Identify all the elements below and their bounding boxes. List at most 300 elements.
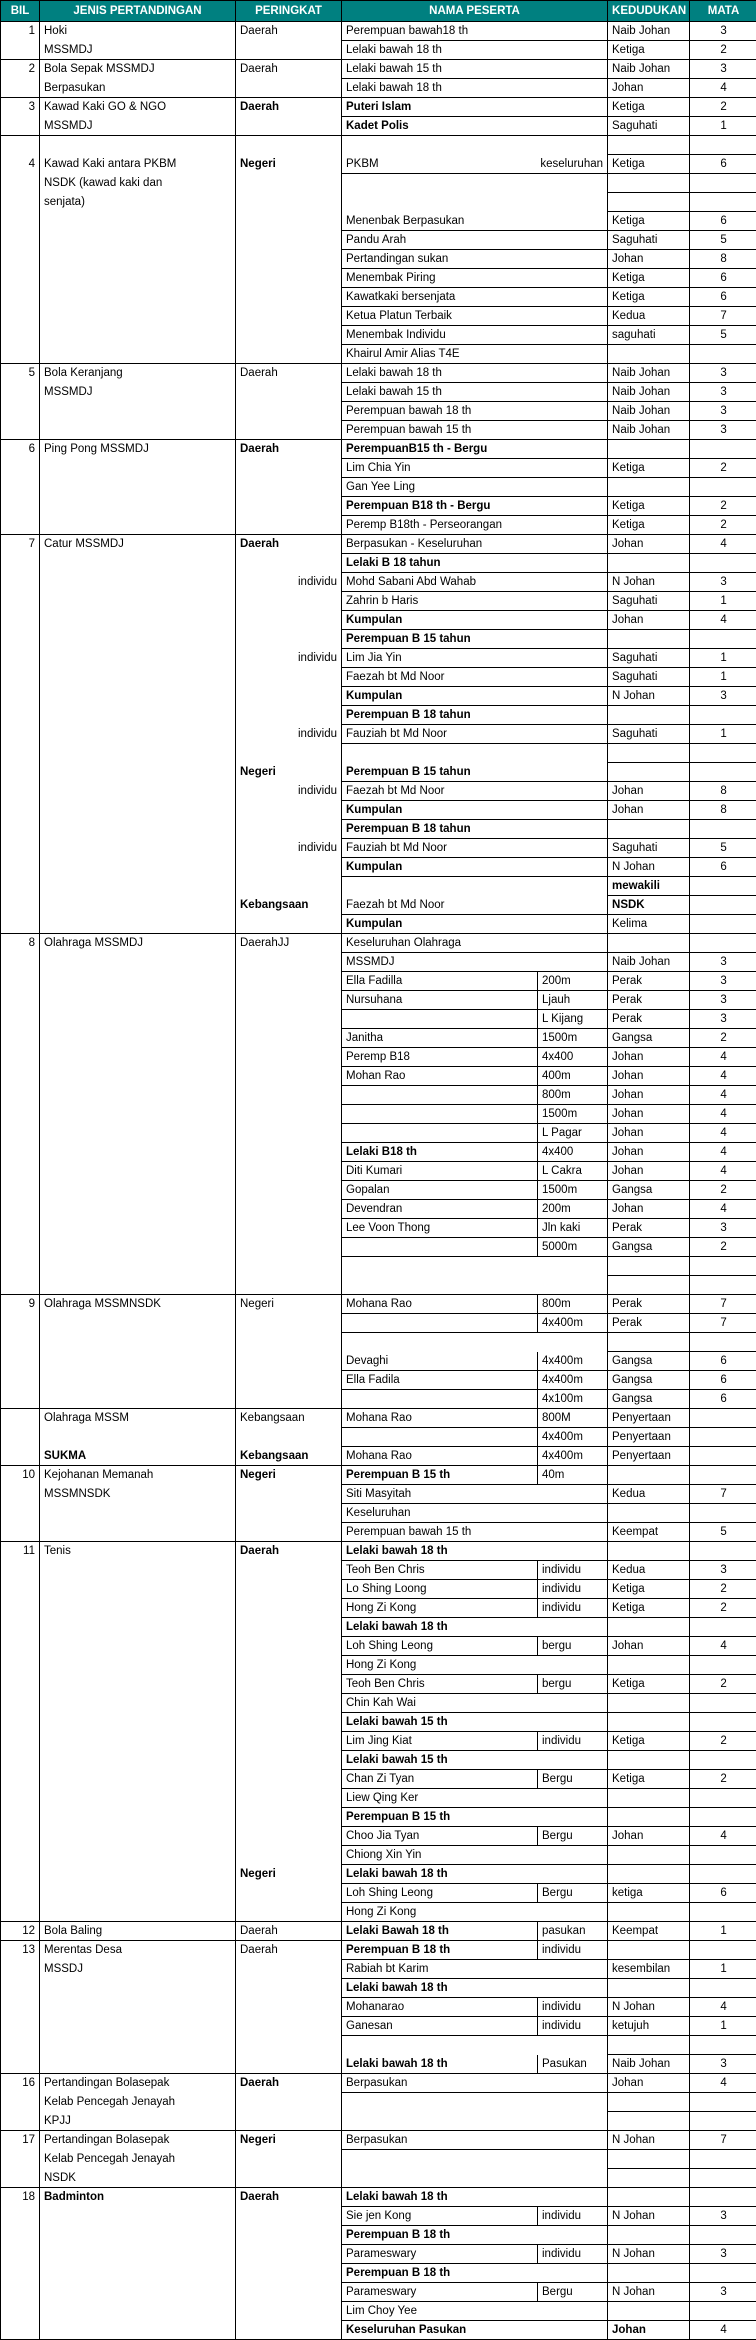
table-row (1, 2112, 756, 2131)
bil-cell (1, 1390, 40, 1409)
event-name-cell (40, 2283, 236, 2302)
position-cell: ketiga (608, 1884, 690, 1903)
event-detail-cell: 5000m (538, 1238, 608, 1257)
bil-cell (1, 250, 40, 269)
position-cell: Naib Johan (608, 402, 690, 421)
event-name-cell (40, 592, 236, 611)
bil-cell (1, 1770, 40, 1789)
event-detail-cell: 4x100m (538, 1390, 608, 1409)
level-cell (236, 1808, 342, 1827)
position-cell (608, 136, 690, 155)
event-name-cell: Catur MSSMDJ (40, 535, 236, 554)
bil-cell (1, 1808, 40, 1827)
level-cell (236, 1580, 342, 1599)
level-cell (236, 1200, 342, 1219)
event-name-cell (40, 1181, 236, 1200)
participant-cell: Lee Voon Thong (342, 1219, 538, 1238)
level-cell (236, 2321, 342, 2340)
level-cell (236, 1998, 342, 2017)
event-name-cell (40, 2207, 236, 2226)
event-name-cell (40, 288, 236, 307)
event-name-cell: MSSDJ (40, 1960, 236, 1979)
bil-cell (1, 326, 40, 345)
level-cell (236, 1010, 342, 1029)
bil-cell (1, 1086, 40, 1105)
points-cell: 4 (690, 1998, 756, 2017)
points-cell (690, 554, 756, 573)
event-name-cell (40, 1257, 236, 1276)
table-row (1, 1808, 756, 1827)
event-name-cell (40, 687, 236, 706)
level-cell (236, 1162, 342, 1181)
points-cell: 3 (690, 383, 756, 402)
event-detail-cell: 4x400 (538, 1143, 608, 1162)
participant-cell: Parameswary (342, 2245, 538, 2264)
bil-cell (1, 1447, 40, 1466)
points-cell: 2 (690, 497, 756, 516)
points-cell (690, 1941, 756, 1960)
position-cell: Perak (608, 1314, 690, 1333)
level-cell: Daerah (236, 440, 342, 459)
level-cell: Daerah (236, 2074, 342, 2093)
level-cell (236, 459, 342, 478)
position-cell: Gangsa (608, 1181, 690, 1200)
table-row (1, 1580, 756, 1599)
table-row (1, 1428, 756, 1447)
bil-cell (1, 592, 40, 611)
participant-cell: Lelaki Bawah 18 th (342, 1922, 538, 1941)
points-cell (690, 706, 756, 725)
event-detail-cell: 800M (538, 1409, 608, 1428)
event-name-cell (40, 497, 236, 516)
table-row (1, 1048, 756, 1067)
participant-cell: Perempuan B 15 th (342, 1466, 538, 1485)
bil-cell (1, 1314, 40, 1333)
position-cell (608, 1713, 690, 1732)
table-row (1, 1143, 756, 1162)
event-detail-cell: L Kijang (538, 1010, 608, 1029)
event-name-cell (40, 516, 236, 535)
event-name-cell (40, 2055, 236, 2074)
table-row (1, 478, 756, 497)
bil-cell (1, 1789, 40, 1808)
participant-cell: Lim Chia Yin (342, 459, 608, 478)
points-cell: 3 (690, 1010, 756, 1029)
participant-cell: Keseluruhan (342, 1504, 608, 1523)
event-name-cell (40, 630, 236, 649)
points-cell (690, 2036, 756, 2055)
position-cell: Ketiga (608, 41, 690, 60)
table-row (1, 668, 756, 687)
event-name-cell (40, 1694, 236, 1713)
points-cell: 3 (690, 22, 756, 41)
participant-cell: Lelaki bawah 15 th (342, 1713, 608, 1732)
bil-cell (1, 212, 40, 231)
participant-cell: Chan Zi Tyan (342, 1770, 538, 1789)
level-cell: DaerahJJ (236, 934, 342, 953)
event-name-cell: MSSMNSDK (40, 1485, 236, 1504)
event-detail-cell: 4x400m (538, 1314, 608, 1333)
points-cell: 1 (690, 725, 756, 744)
level-cell (236, 1086, 342, 1105)
participant-cell (342, 1124, 538, 1143)
bil-cell: 17 (1, 2131, 40, 2150)
level-cell (236, 2302, 342, 2321)
level-cell (236, 1694, 342, 1713)
bil-cell (1, 2017, 40, 2036)
points-cell: 3 (690, 2245, 756, 2264)
bil-cell (1, 1979, 40, 1998)
event-name-cell (40, 250, 236, 269)
level-cell (236, 1352, 342, 1371)
event-name-cell (40, 725, 236, 744)
table-row (1, 1922, 756, 1941)
participant-cell: Fauziah bt Md Noor (342, 839, 608, 858)
position-cell: Penyertaan (608, 1409, 690, 1428)
header-row (1, 1, 756, 22)
bil-cell: 16 (1, 2074, 40, 2093)
position-cell: saguhati (608, 326, 690, 345)
event-name-cell (40, 1656, 236, 1675)
level-cell (236, 383, 342, 402)
event-detail-cell: individu (538, 2207, 608, 2226)
participant-cell: Peremp B18 (342, 1048, 538, 1067)
level-cell (236, 497, 342, 516)
position-cell: Naib Johan (608, 383, 690, 402)
participant-cell: Lelaki bawah 18 th (342, 364, 608, 383)
participant-cell: Lelaki bawah 18 th (342, 1865, 608, 1884)
table-row (1, 136, 756, 155)
participant-cell: Sie jen Kong (342, 2207, 538, 2226)
event-name-cell (40, 1352, 236, 1371)
participant-cell: Perempuan B 15 th (342, 1808, 608, 1827)
participant-cell: Loh Shing Leong (342, 1637, 538, 1656)
table-row (1, 1314, 756, 1333)
participant-cell: Mohana Rao (342, 1447, 538, 1466)
event-name-cell (40, 1029, 236, 1048)
bil-cell (1, 1029, 40, 1048)
event-detail-cell: pasukan (538, 1922, 608, 1941)
table-row (1, 98, 756, 117)
position-cell: Saguhati (608, 668, 690, 687)
points-cell (690, 1656, 756, 1675)
table-row (1, 2017, 756, 2036)
position-cell: Ketiga (608, 1675, 690, 1694)
participant-cell: Kawatkaki bersenjata (342, 288, 608, 307)
position-cell (608, 174, 690, 193)
points-cell (690, 2112, 756, 2131)
event-name-cell (40, 307, 236, 326)
points-cell (690, 2150, 756, 2169)
event-name-cell (40, 2245, 236, 2264)
level-cell (236, 117, 342, 136)
table-row (1, 1219, 756, 1238)
participant-cell: Lim Jia Yin (342, 649, 608, 668)
participant-cell: Kumpulan (342, 611, 608, 630)
event-name-cell: Bola Baling (40, 1922, 236, 1941)
event-name-cell (40, 1428, 236, 1447)
position-cell: Naib Johan (608, 22, 690, 41)
position-cell: N Johan (608, 1998, 690, 2017)
event-name-cell (40, 345, 236, 364)
event-name-cell: MSSMDJ (40, 117, 236, 136)
points-cell (690, 136, 756, 155)
bil-cell (1, 1371, 40, 1390)
position-cell: Perak (608, 1295, 690, 1314)
table-row (1, 459, 756, 478)
points-cell (690, 1979, 756, 1998)
table-row (1, 1656, 756, 1675)
table-row (1, 611, 756, 630)
participant-cell: MSSMDJ (342, 953, 608, 972)
event-detail-cell: individu (538, 1580, 608, 1599)
position-cell: Penyertaan (608, 1428, 690, 1447)
participant-cell: Perempuan B 15 tahun (342, 630, 608, 649)
participant-cell: Berpasukan (342, 2131, 608, 2150)
bil-cell (1, 2264, 40, 2283)
bil-cell (1, 2226, 40, 2245)
bil-cell (1, 896, 40, 915)
position-cell: Ketiga (608, 516, 690, 535)
bil-cell (1, 801, 40, 820)
level-cell (236, 1618, 342, 1637)
position-cell: Johan (608, 782, 690, 801)
level-cell: Negeri (236, 155, 342, 174)
points-cell: 2 (690, 1238, 756, 1257)
level-cell (236, 1048, 342, 1067)
level-cell: Daerah (236, 98, 342, 117)
participant-cell (342, 193, 608, 212)
points-cell (690, 174, 756, 193)
participant-cell: Ganesan (342, 2017, 538, 2036)
participant-cell (342, 2150, 608, 2169)
level-cell: Daerah (236, 535, 342, 554)
position-cell: Ketiga (608, 269, 690, 288)
position-cell: Johan (608, 250, 690, 269)
bil-cell (1, 1257, 40, 1276)
table-row (1, 269, 756, 288)
participant-cell: Lelaki bawah 18 th (342, 79, 608, 98)
event-detail-cell: L Pagar (538, 1124, 608, 1143)
table-row (1, 1523, 756, 1542)
table-row (1, 2321, 756, 2340)
position-cell (608, 2264, 690, 2283)
position-cell (608, 2188, 690, 2207)
position-cell (608, 2169, 690, 2188)
position-cell (608, 345, 690, 364)
position-cell (608, 1466, 690, 1485)
participant-cell (342, 136, 608, 155)
participant-cell: Lelaki bawah 18 th (342, 41, 608, 60)
level-cell (236, 801, 342, 820)
table-row (1, 288, 756, 307)
table-row (1, 991, 756, 1010)
bil-cell (1, 2055, 40, 2074)
level-cell (236, 1105, 342, 1124)
position-cell: Johan (608, 611, 690, 630)
bil-cell (1, 1333, 40, 1352)
participant-cell: Berpasukan (342, 2074, 608, 2093)
event-detail-cell: 4x400m (538, 1428, 608, 1447)
points-cell (690, 2264, 756, 2283)
event-name-cell (40, 744, 236, 763)
event-name-cell: NSDK (kawad kaki dan (40, 174, 236, 193)
level-cell (236, 212, 342, 231)
position-cell (608, 2093, 690, 2112)
points-cell: 4 (690, 611, 756, 630)
bil-cell (1, 2036, 40, 2055)
level-cell (236, 858, 342, 877)
table-row (1, 41, 756, 60)
position-cell (608, 440, 690, 459)
bil-cell (1, 725, 40, 744)
position-cell (608, 1257, 690, 1276)
table-row (1, 1637, 756, 1656)
points-cell (690, 1618, 756, 1637)
participant-cell (342, 1333, 608, 1352)
table-row (1, 2283, 756, 2302)
points-cell: 1 (690, 668, 756, 687)
bil-cell (1, 1713, 40, 1732)
points-cell: 2 (690, 459, 756, 478)
participant-cell: Mohan Rao (342, 1067, 538, 1086)
bil-cell (1, 1485, 40, 1504)
event-detail-cell: individu (538, 2017, 608, 2036)
bil-cell: 8 (1, 934, 40, 953)
event-name-cell (40, 1637, 236, 1656)
level-cell (236, 2017, 342, 2036)
level-cell (236, 2112, 342, 2131)
points-cell: 6 (690, 212, 756, 231)
position-cell: Naib Johan (608, 421, 690, 440)
table-row (1, 1352, 756, 1371)
position-cell: Perak (608, 991, 690, 1010)
bil-cell (1, 1409, 40, 1428)
points-cell: 4 (690, 535, 756, 554)
position-cell: N Johan (608, 2245, 690, 2264)
position-cell (608, 1333, 690, 1352)
event-name-cell (40, 1979, 236, 1998)
position-cell: Johan (608, 79, 690, 98)
level-cell (236, 1561, 342, 1580)
event-name-cell (40, 1827, 236, 1846)
table-row (1, 1713, 756, 1732)
bil-cell (1, 2112, 40, 2131)
points-cell (690, 2188, 756, 2207)
points-cell: 1 (690, 117, 756, 136)
participant-cell (342, 877, 608, 896)
level-cell (236, 136, 342, 155)
event-name-cell (40, 1105, 236, 1124)
table-row (1, 193, 756, 212)
bil-cell (1, 687, 40, 706)
level-cell (236, 1789, 342, 1808)
participant-cell: Janitha (342, 1029, 538, 1048)
participant-cell: Perempuan B18 th - Bergu (342, 497, 608, 516)
table-row (1, 782, 756, 801)
participant-cell: Faezah bt Md Noor (342, 782, 608, 801)
position-cell (608, 2036, 690, 2055)
table-row (1, 1181, 756, 1200)
level-cell (236, 1485, 342, 1504)
participant-name: PKBM (346, 158, 379, 170)
table-row (1, 1865, 756, 1884)
table-row (1, 79, 756, 98)
event-name-cell (40, 820, 236, 839)
event-name-cell: Merentas Desa (40, 1941, 236, 1960)
bil-cell (1, 1105, 40, 1124)
position-cell: Johan (608, 1105, 690, 1124)
event-detail-cell: 400m (538, 1067, 608, 1086)
event-name-cell (40, 1561, 236, 1580)
table-row (1, 649, 756, 668)
position-cell (608, 2150, 690, 2169)
level-cell (236, 877, 342, 896)
bil-cell (1, 953, 40, 972)
table-row (1, 1941, 756, 1960)
event-detail-cell: Bergu (538, 1884, 608, 1903)
points-cell (690, 915, 756, 934)
event-name-cell (40, 1200, 236, 1219)
event-name-cell (40, 1865, 236, 1884)
bil-cell (1, 744, 40, 763)
event-name-cell: senjata) (40, 193, 236, 212)
table-row (1, 231, 756, 250)
points-cell: 3 (690, 2055, 756, 2074)
position-cell (608, 1276, 690, 1295)
bil-cell (1, 1219, 40, 1238)
participant-cell: Teoh Ben Chris (342, 1561, 538, 1580)
level-cell: Kebangsaan (236, 1447, 342, 1466)
participant-cell: Faezah bt Md Noor (342, 668, 608, 687)
table-row (1, 421, 756, 440)
level-cell (236, 193, 342, 212)
level-cell (236, 1751, 342, 1770)
table-row (1, 1257, 756, 1276)
table-row (1, 801, 756, 820)
bil-cell (1, 630, 40, 649)
points-cell (690, 1846, 756, 1865)
table-row (1, 2302, 756, 2321)
table-row (1, 858, 756, 877)
participant-cell (342, 1314, 538, 1333)
event-detail-cell: individu (538, 1998, 608, 2017)
bil-cell (1, 706, 40, 725)
table-row (1, 1067, 756, 1086)
level-cell (236, 1371, 342, 1390)
position-cell: Perak (608, 972, 690, 991)
table-row (1, 2264, 756, 2283)
participant-cell: Peremp B18th - Perseorangan (342, 516, 608, 535)
participant-cell: Lo Shing Loong (342, 1580, 538, 1599)
bil-cell (1, 972, 40, 991)
bil-cell (1, 79, 40, 98)
level-cell: Daerah (236, 22, 342, 41)
position-cell: Naib Johan (608, 953, 690, 972)
points-cell: 5 (690, 326, 756, 345)
event-name-cell: Tenis (40, 1542, 236, 1561)
event-name-cell (40, 1998, 236, 2017)
bil-cell (1, 1903, 40, 1922)
points-cell: 2 (690, 1599, 756, 1618)
bil-cell: 1 (1, 22, 40, 41)
level-cell: Daerah (236, 1542, 342, 1561)
bil-cell (1, 497, 40, 516)
level-cell (236, 41, 342, 60)
points-cell: 6 (690, 1371, 756, 1390)
level-cell (236, 744, 342, 763)
participant-cell (342, 2036, 608, 2055)
